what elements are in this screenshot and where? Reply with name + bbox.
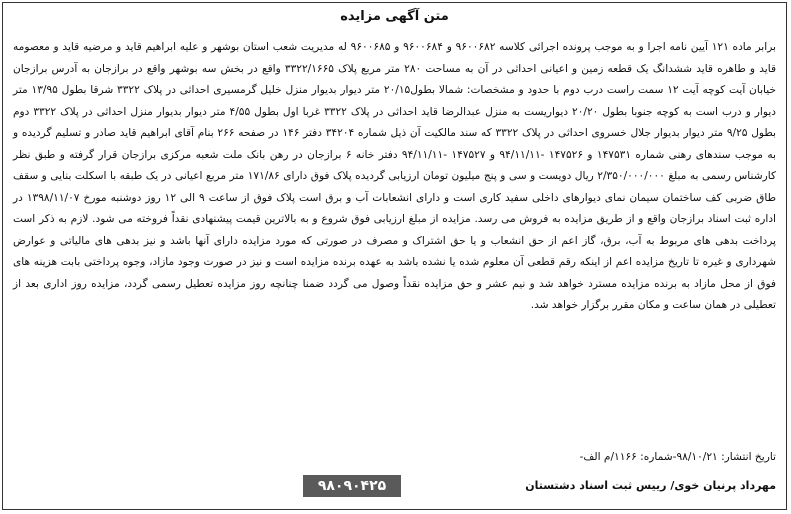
notice-title: متن آگهی مزایده (340, 9, 449, 24)
signature-line: مهرداد پرنیان خوی/ رییس ثبت اسناد دشتستان (525, 479, 776, 492)
notice-body (13, 37, 776, 317)
reference-number-badge: ۹۸۰۹۰۴۲۵ (303, 475, 401, 497)
auction-notice (2, 2, 787, 510)
publication-date-line: تاریخ انتشار: ۹۸/۱۰/۲۱-شماره: ۱۱۶۶/م الف- (579, 451, 776, 463)
notice-paragraph: برابر ماده ۱۲۱ آیین نامه اجرا و به موجب پرونده اجرائی کلاسه ۹۶۰۰۶۸۲ و ۹۶۰۰۶۸۴ و ۹۶۰۰۶۸۵ له مدیریت شعب استان بوشهر و علیه ابراهیم قاید و مرضیه قاید و معصومه قاید و طاهره قاید ششدانگ یک قطعه زمین و اعیانی احداثی در آن به مساحت ۲۸۰ متر مربع پلاک ۳۳۲۲/۱۶۶۵ واقع در بخش سه بوشهر واقع در برازجان به آدرس برازجان خیابان آیت کوچه آیت ۱۲ سمت راست درب دوم با حدود و مشخصات: شمالا بطول۲۰/۱۵ متر دیوار بدیوار منزل خلیل گرمسیری احداثی در پلاک ۳۳۲۲ شرقا بطول ۱۳/۹۵ متر دیوار و درب است به کوچه جنوبا بطول ۲۰/۲۰ دیواریست به منزل عبدالرضا قاید احداثی در پلاک ۳۳۲۲ غربا اول بطول ۴/۵۵ متر دیوار بدیوار منزل احداثی در پلاک ۳۳۲۲ دوم بطول ۹/۲۵ متر دیوار بدیوار جلال خسروی احداثی در پلاک ۳۳۲۲ که سند مالکیت آن ذیل شماره ۳۴۲۰۴ دفتر ۱۴۶ در صفحه ۲۶۶ بنام آقای ابراهیم قاید صادر و تسلیم گردیده و به موجب سندهای رهنی شماره ۱۴۷۵۳۱ و ۱۴۷۵۲۶ -۹۴/۱۱/۱۱ و ۱۴۷۵۲۷ -۹۴/۱۱/۱۱ دفتر خانه ۶ برازجان در رهن بانک ملت شعبه مرکزی برازجان قرار گرفته و طبق نظر کارشناس رسمی به مبلغ ۲/۳۵۰/۰۰۰/۰۰۰ ریال دویست و سی و پنج میلیون تومان ارزیابی گردیده پلاک فوق دارای ۱۷۱/۸۶ متر مربع اعیانی در یک طبقه با اسکلت بنایی و سقف طاق ضربی کف ساختمان سیمان نمای دیوارهای داخلی سفید کاری است و دارای انشعابات آب و برق است پلاک فوق از ساعت ۹ الی ۱۲ روز دوشنبه مورخ ۱۳۹۸/۱۱/۰۷ در اداره ثبت اسناد برازجان واقع و از طریق مزایده به فروش می رسد. مزایده از مبلغ ارزیابی فوق شروع و به بالاترین قیمت پیشنهادی نقداً فروخته می شود. لازم به ذکر است پرداخت بدهی های مربوط به آب، برق، گاز اعم از حق انشعاب و یا حق اشتراک و مصرف در صورتی که مورد مزایده دارای آنها باشد و نیز بدهی های مالیاتی و عوارض شهرداری و غیره تا تاریخ مزایده اعم از اینکه رقم قطعی آن معلوم شده یا نشده باشد به عهده برنده مزایده است و نیز در صورت وجود مازاد، وجوه پرداختی بابت هزینه های فوق از محل مازاد به برنده مزایده مسترد خواهد شد و نیم عشر و حق مزایده نقداً وصول می گردد ضمنا چنانچه روز مزایده تعطیل رسمی گردد، مزایده روز اداری بعد از تعطیلی در همان ساعت و مکان مقرر برگزار خواهد شد. (13, 41, 777, 311)
